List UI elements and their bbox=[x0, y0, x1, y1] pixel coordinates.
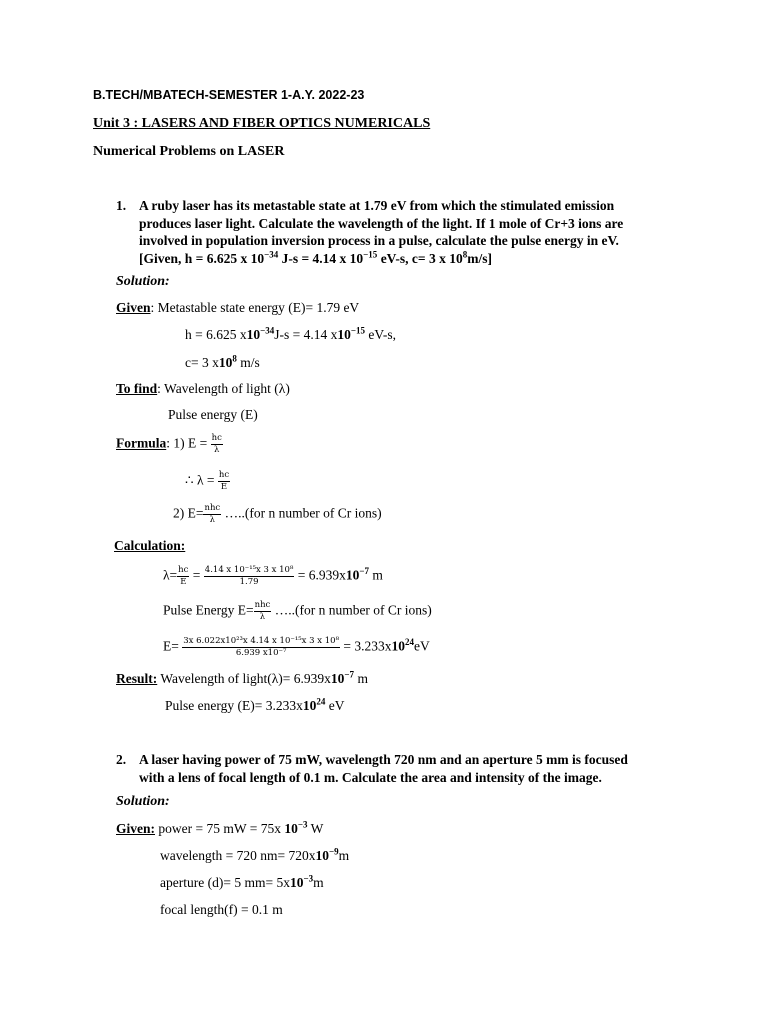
tofind-1-line: To find: Wavelength of light (λ) bbox=[116, 381, 290, 396]
unit-title: Unit 3 : LASERS AND FIBER OPTICS NUMERICALS bbox=[93, 116, 431, 131]
problem-1-line-1: A ruby laser has its metastable state at 1.79 eV from which the stimulated emission bbox=[139, 198, 615, 213]
formula-1-pulse: 2) E= $\frac{\text{nhc}}{\lambda}$ …..(for n number of Cr ions) bbox=[173, 503, 382, 525]
calculation-1-pulse-value: E= $\frac{\text{3x 6.022x10²³x 4.14 x 10⁻¹⁵x 3 x 10⁸}}{\text{6.939 x10⁻⁷}}$ = $3.233x10^{24}eV$ bbox=[163, 636, 430, 658]
problem-1-line-4: [Given, h = 6.625 x $10^{-34}$ J-s = 4.14 x $10^{-15}$ eV-s, c= 3 x $10^8m/s$] bbox=[139, 249, 492, 266]
problem-2-number: 2. bbox=[116, 752, 127, 767]
tofind-1-pulse: Pulse energy (E) bbox=[168, 407, 258, 422]
given-2-aperture: aperture (d)= 5 $mm= 5x10^{-3}m$ bbox=[160, 873, 324, 890]
solution-2-label: Solution: bbox=[116, 794, 170, 809]
calculation-1-label: Calculation: bbox=[114, 538, 186, 553]
given-2-wavelength: wavelength = 720 $nm= 720x10^{-9}m$ bbox=[160, 846, 350, 863]
calculation-1-lambda: λ= $\frac{hc}{E}$ = $\frac{\text{4.14 x 10⁻¹⁵x 3 x 10⁸}}{1.79}$ = $6.939x10^{-7}$ m bbox=[163, 565, 383, 587]
result-1-wavelength: Result: Wavelength of light(λ)= $6.939x10^{-7}$ m bbox=[116, 669, 368, 686]
given-1-line: Given: Metastable state energy (E)= 1.79 eV bbox=[116, 300, 360, 315]
problem-2-statement bbox=[116, 751, 679, 786]
formula-1-line: Formula: 1) E = $\frac{hc}{\lambda}$ bbox=[116, 433, 222, 455]
calculation-1-pulse-formula: Pulse Energy E= $\frac{\text{nhc}}{\lambda}$ …..(for n number of Cr ions) bbox=[163, 600, 432, 622]
given-1-c: c= 3 $x10^8$ m/s bbox=[185, 353, 260, 370]
problem-1-line-3: involved in population inversion process in a pulse, calculate the pulse energy in eV. bbox=[139, 233, 619, 248]
given-2-focal-length: focal length(f) = 0.1 m bbox=[160, 902, 283, 917]
given-1-h: h = 6.625 $x10^{-34}J-s = 4.14$ $x10^{-15}$ eV-s, bbox=[185, 325, 397, 342]
result-1-pulse: Pulse energy $(E)= 3.233x10^{24}$ eV bbox=[165, 696, 345, 713]
problem-1-line-2: produces laser light. Calculate the wavelength of the light. If 1 mole of Cr+3 ions are bbox=[139, 215, 624, 231]
solution-1-label: Solution: bbox=[116, 274, 170, 289]
document-header: B.TECH/MBATECH-SEMESTER 1-A.Y. 2022-23 bbox=[93, 88, 365, 102]
problem-2-line-1: A laser having power of 75 mW, wavelength 720 nm and an aperture 5 mm is focused bbox=[139, 752, 628, 767]
problem-1-statement bbox=[116, 197, 679, 267]
problem-2-line-2: with a lens of focal length of 0.1 m. Calculate the area and intensity of the image. bbox=[139, 769, 602, 785]
section-title: Numerical Problems on LASER bbox=[93, 144, 285, 159]
formula-1-lambda: ∴ λ = $\frac{hc}{E}$ bbox=[185, 470, 230, 492]
problem-1-number: 1. bbox=[116, 198, 127, 213]
given-2-power: Given: power = 75 mW = 75x $10^{-3}$ W bbox=[116, 819, 324, 836]
